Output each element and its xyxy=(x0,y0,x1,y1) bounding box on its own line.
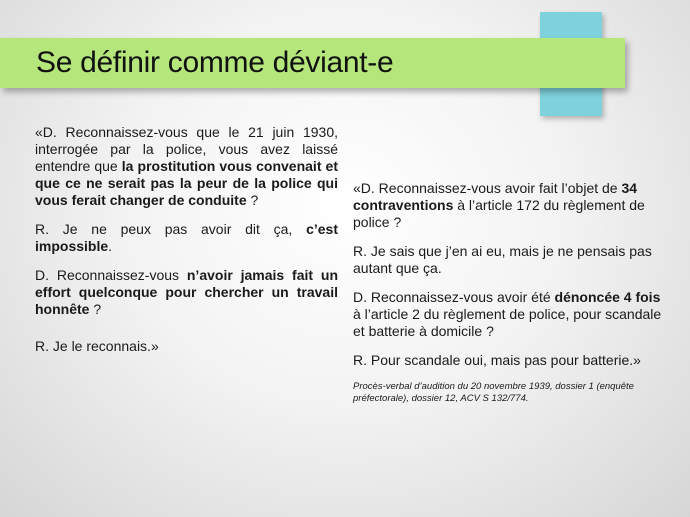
emphasis-text: la prostitution vous convenait et que ce ne serait pas la peur de la police qui vous ferait changer de conduite xyxy=(35,158,338,208)
left-column xyxy=(35,124,338,367)
source-citation: Procès-verbal d’audition du 20 novembre 1939, dossier 1 (enquête préfectorale), dossier 12, ACV S 132/774. xyxy=(353,381,634,404)
right-answer-2: R. Pour scandale oui, mais pas pour batterie.» xyxy=(353,352,641,368)
right-question-2: D. Reconnaissez-vous avoir été dénoncée 4 fois à l’article 2 du règlement de police, pour scandale et batterie à domicile ? xyxy=(353,289,662,339)
left-answer-2: R. Je le reconnais.» xyxy=(35,338,159,354)
slide-title: Se définir comme déviant-e xyxy=(36,46,394,79)
left-question-1: «D. Reconnaissez-vous que le 21 juin 1930, interrogée par la police, vous avez laissé entendre que la prostitution vous convenait et que ce ne serait pas la peur de la police qui vous ferait changer de conduite ? xyxy=(35,124,338,208)
right-answer-1: R. Je sais que j’en ai eu, mais je ne pensais pas autant que ça. xyxy=(353,243,652,276)
emphasis-text: n’avoir jamais fait un effort quelconque pour chercher un travail honnête xyxy=(35,267,339,317)
emphasis-text: c’est impossible xyxy=(35,221,338,254)
emphasis-text: 34 contraventions xyxy=(353,180,638,213)
right-question-1: «D. Reconnaissez-vous avoir fait l’objet de 34 contraventions à l’article 172 du règlement de police ? xyxy=(353,180,645,230)
emphasis-text: dénoncée 4 fois xyxy=(554,289,661,305)
left-question-2: D. Reconnaissez-vous n’avoir jamais fait un effort quelconque pour chercher un travail honnête ? xyxy=(35,267,339,317)
right-column xyxy=(353,180,663,417)
left-answer-1: R. Je ne peux pas avoir dit ça, c’est impossible. xyxy=(35,221,338,254)
